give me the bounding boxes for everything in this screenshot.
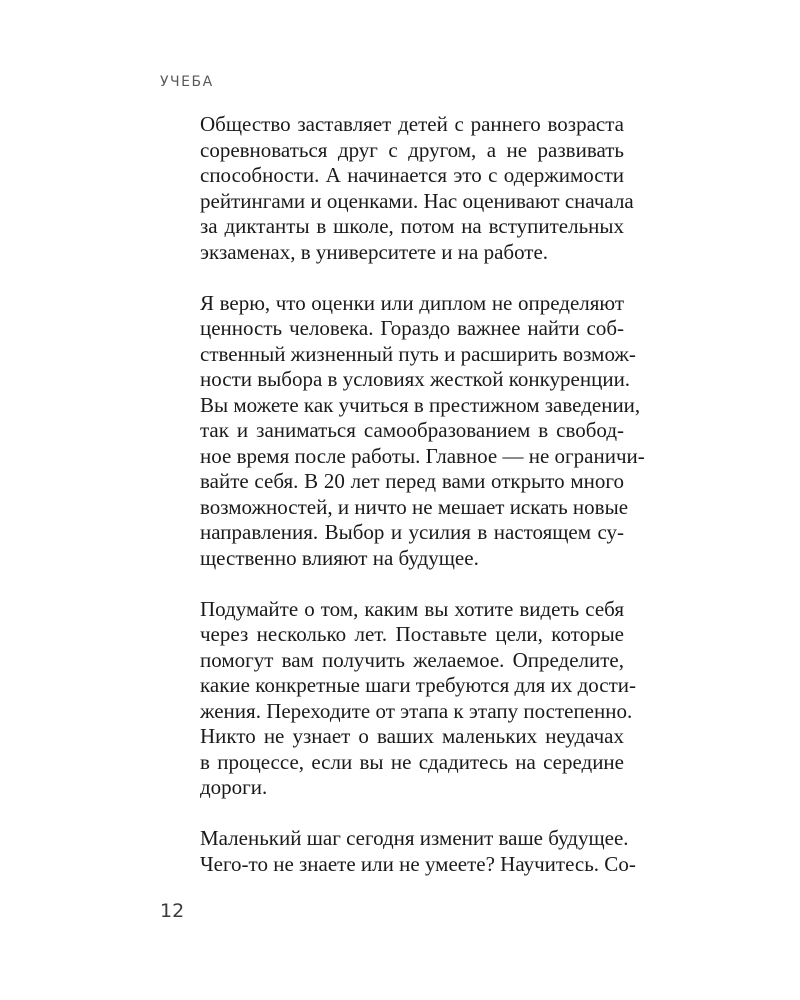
text-line: помогут вам получить желаемое. Определите,	[200, 647, 624, 672]
body-text	[200, 112, 645, 903]
text-line: ственный жизненный путь и расширить возмож-	[200, 341, 636, 366]
text-line: какие конкретные шаги требуются для их дости-	[200, 673, 637, 697]
text-line: Подумайте о том, каким вы хотите видеть себя	[200, 596, 624, 621]
text-line: ное время после работы. Главное — не ограничи-	[200, 443, 645, 468]
text-line: ценность человека. Гораздо важнее найти соб-	[200, 316, 624, 340]
paragraph-4	[200, 826, 636, 877]
text-line: Я верю, что оценки или диплом не определяют	[200, 290, 624, 315]
text-line: Общество заставляет детей с раннего возраста	[200, 112, 624, 136]
text-line: возможностей, и ничто не мешает искать новые	[200, 494, 629, 519]
paragraph-3	[200, 596, 637, 801]
text-line: направления. Выбор и усилия в настоящем су-	[200, 520, 624, 544]
paragraph-2	[200, 290, 645, 572]
text-line: ности выбора в условиях жесткой конкуренции.	[200, 367, 631, 391]
text-line: щественно влияют на будущее.	[200, 545, 479, 570]
text-line: через несколько лет. Поставьте цели, которые	[200, 622, 624, 646]
text-line: способности. А начинается это с одержимости	[200, 163, 624, 187]
text-line: соревноваться друг с другом, а не развивать	[200, 137, 624, 162]
page-number: 12	[160, 900, 185, 922]
text-line: жения. Переходите от этапа к этапу постепенно.	[200, 698, 633, 723]
text-line: Вы можете как учиться в престижном заведении,	[200, 392, 641, 417]
paragraph-1	[200, 112, 634, 265]
text-line: так и заниматься самообразованием в свобод-	[200, 418, 624, 442]
text-line: Чего-то не знаете или не умеете? Научитесь. Со-	[200, 851, 636, 876]
text-line: дороги.	[200, 775, 268, 799]
text-line: рейтингами и оценками. Нас оценивают сначала	[200, 188, 634, 213]
text-line: в процессе, если вы не сдадитесь на середине	[200, 749, 624, 774]
text-line: Никто не узнает о ваших маленьких неудачах	[200, 724, 624, 748]
text-line: экзаменах, в университете и на работе.	[200, 239, 549, 264]
text-line: Маленький шаг сегодня изменит ваше будущее.	[200, 826, 629, 850]
running-head: УЧЕБА	[160, 74, 214, 90]
text-line: за диктанты в школе, потом на вступительных	[200, 214, 624, 238]
text-line: вайте себя. В 20 лет перед вами открыто много	[200, 469, 624, 493]
